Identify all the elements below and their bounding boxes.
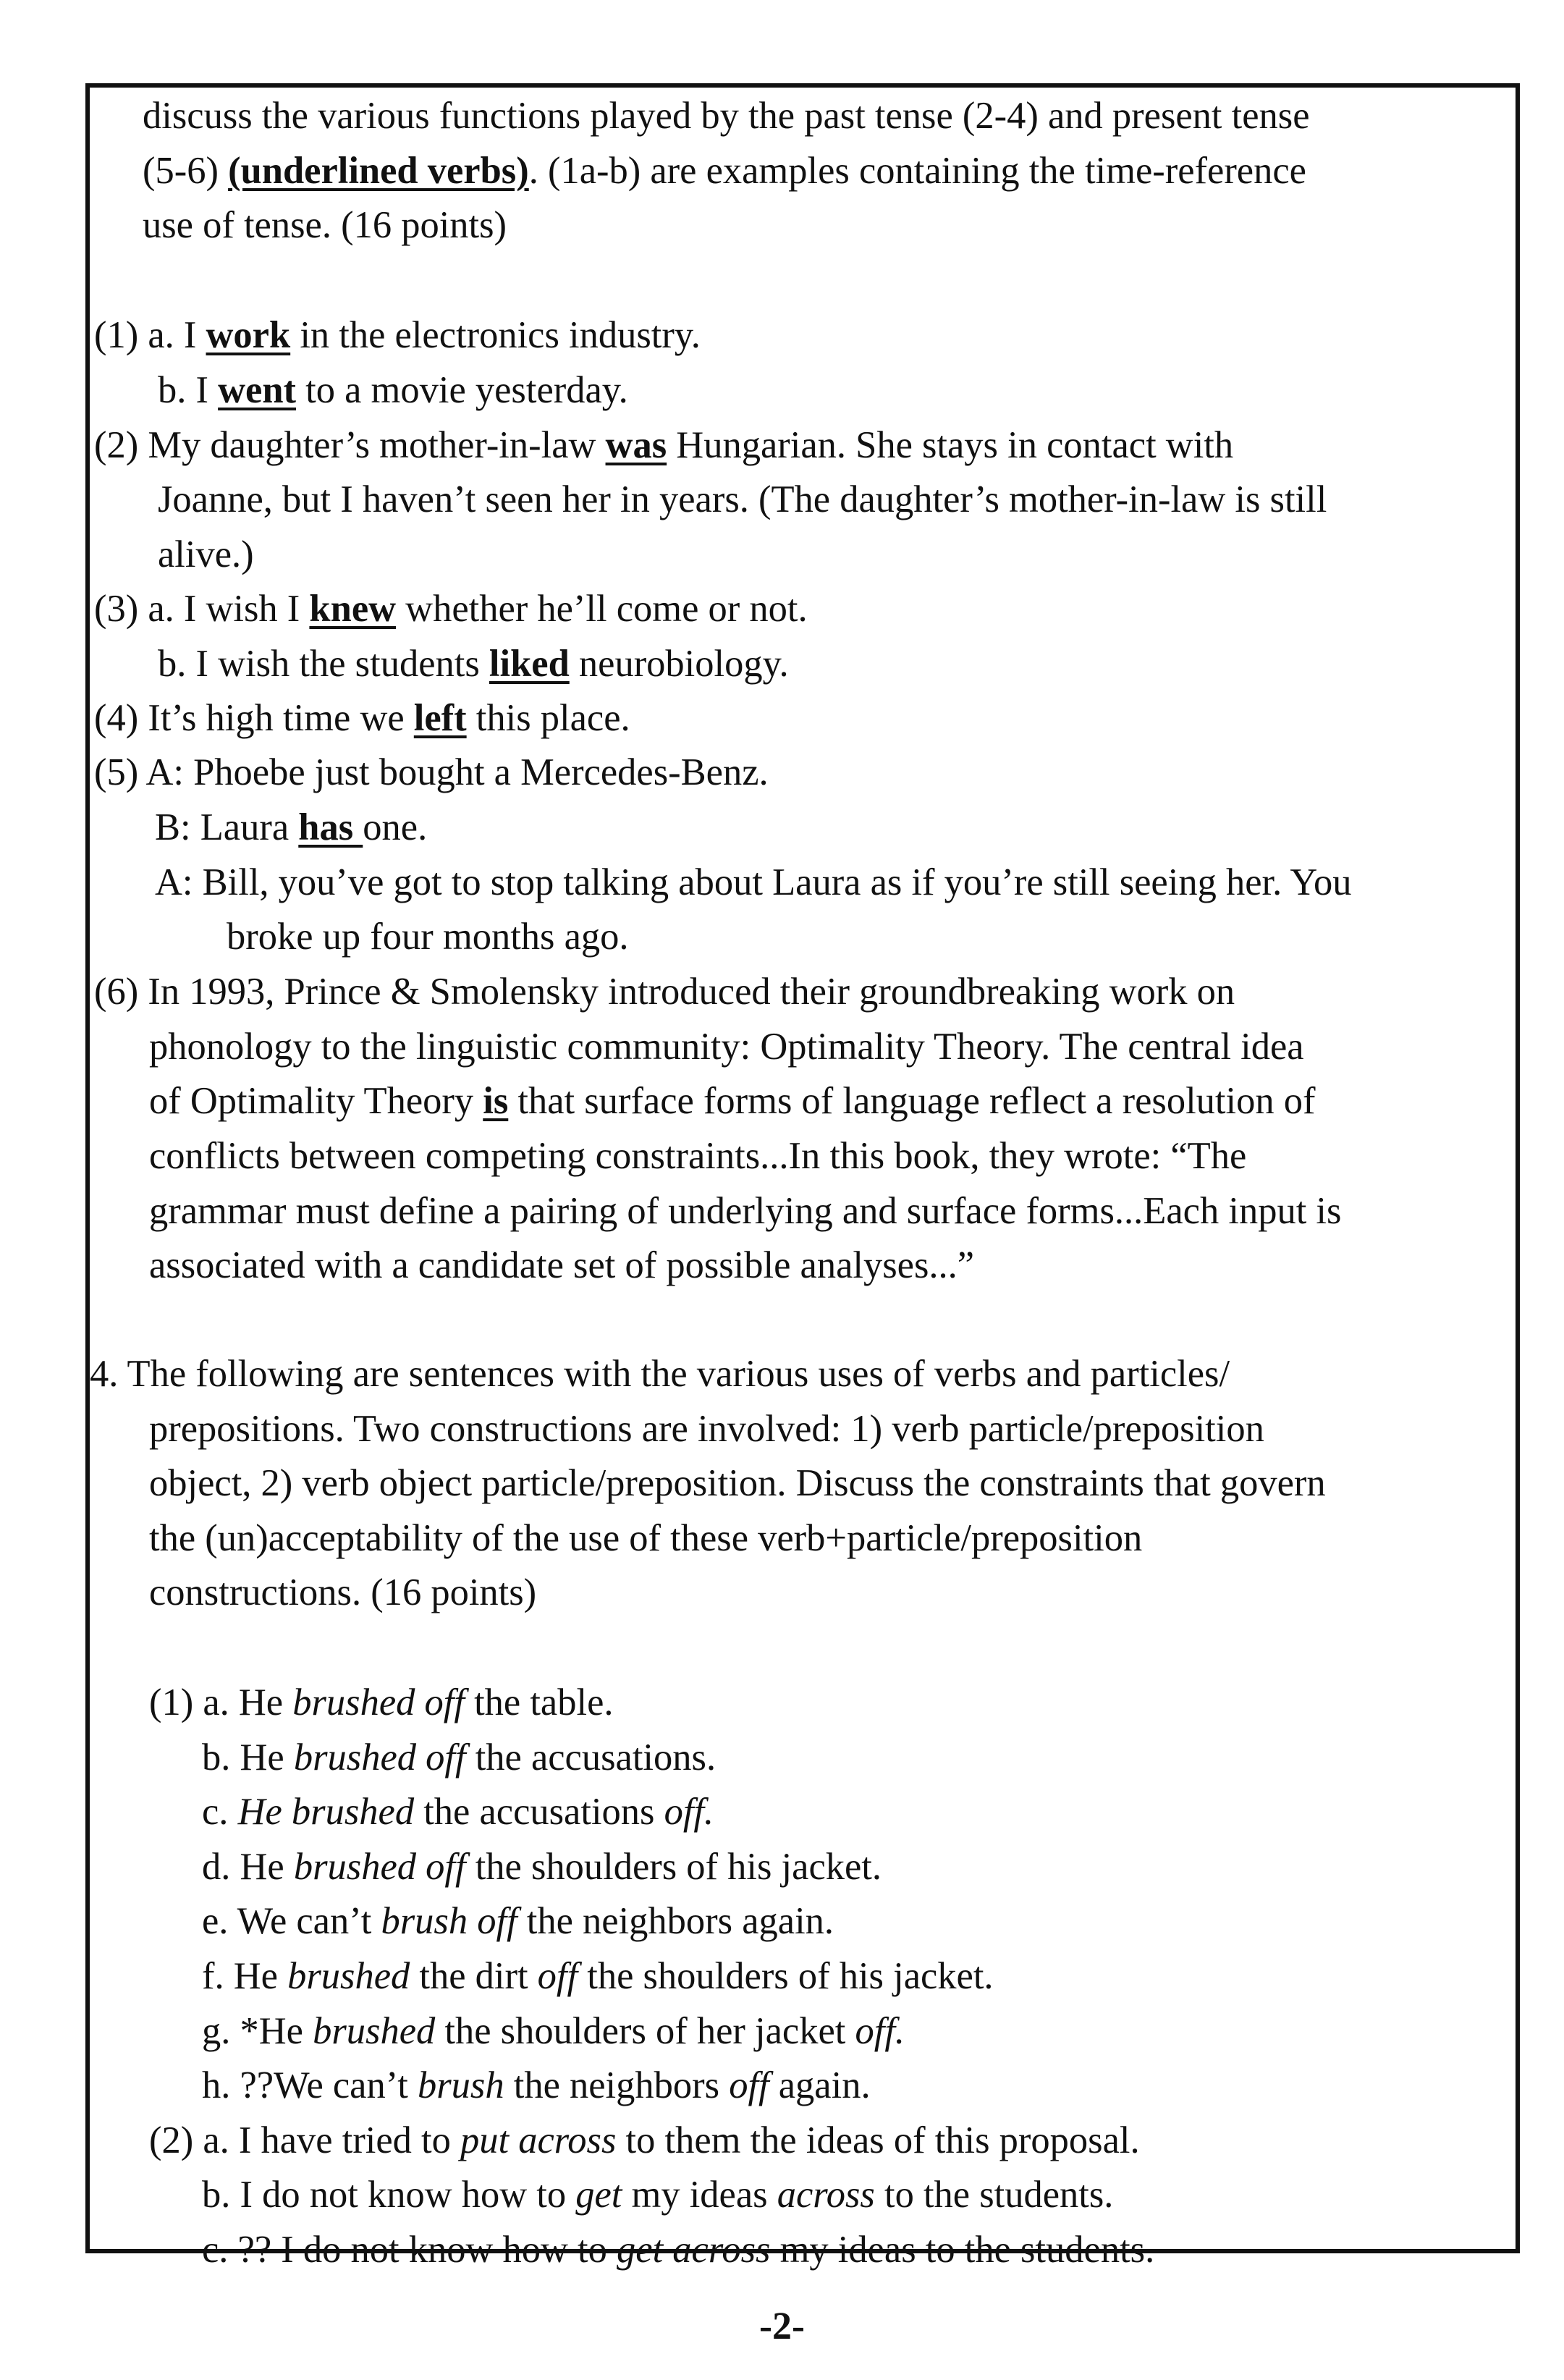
underlined-verb: work — [206, 314, 291, 356]
example-text: one. — [363, 806, 428, 848]
italic-verb: brush — [417, 2064, 504, 2106]
example-text: to a movie yesterday. — [296, 369, 628, 411]
example-text: this place. — [466, 697, 630, 739]
example-6-line-1: (6) In 1993, Prince & Smolensky introduced their groundbreaking work on — [94, 971, 1235, 1013]
underlined-verb: went — [218, 369, 297, 411]
example-5-line-4: broke up four months ago. — [227, 916, 629, 958]
example-4-1a — [149, 1681, 614, 1724]
example-text: the shoulders of her jacket — [435, 2010, 855, 2052]
example-text: (3) a. I wish I — [94, 588, 310, 630]
example-text: c. — [202, 1791, 238, 1833]
example-text: b. I wish the students — [158, 643, 489, 685]
example-text: (1) a. He — [149, 1681, 293, 1723]
example-6-line-4: conflicts between competing constraints...In this book, they wrote: “The — [149, 1135, 1247, 1177]
example-6-line-2: phonology to the linguistic community: Optimality Theory. The central idea — [149, 1026, 1304, 1068]
page-number: -2- — [759, 2304, 805, 2347]
intro-text: (5-6) — [143, 150, 229, 192]
underlined-label: (underlined verbs) — [228, 150, 529, 192]
question-4-line-3: object, 2) verb object particle/preposition. Discuss the constraints that govern — [149, 1462, 1326, 1504]
example-text: my ideas — [622, 2174, 777, 2216]
example-2-line-2: Joanne, but I haven’t seen her in years. (The daughter’s mother-in-law is still — [158, 478, 1327, 520]
italic-verb: He brushed — [237, 1791, 415, 1833]
example-text: whether he’ll come or not. — [396, 588, 808, 630]
example-4-1b — [202, 1736, 716, 1779]
question-4-line-1: 4. The following are sentences with the various uses of verbs and particles/ — [90, 1353, 1230, 1395]
example-text: my ideas to the students. — [770, 2229, 1155, 2271]
example-text: to them the ideas of this proposal. — [616, 2119, 1140, 2161]
intro-line-3: use of tense. (16 points) — [143, 204, 507, 246]
italic-particle: across — [777, 2174, 875, 2216]
example-6-line-3 — [149, 1079, 1315, 1123]
example-4-1f — [202, 1954, 994, 1998]
example-2-line-3: alive.) — [158, 533, 254, 575]
italic-verb: brushed — [287, 1955, 410, 1997]
italic-verb: brushed off — [293, 1846, 466, 1888]
example-text: d. He — [202, 1846, 294, 1888]
underlined-verb: knew — [309, 588, 397, 630]
example-text: to the students. — [874, 2174, 1114, 2216]
example-text: e. We can’t — [202, 1900, 381, 1942]
example-text: h. ??We can’t — [202, 2064, 418, 2106]
italic-verb: brush off — [381, 1900, 517, 1942]
example-4-2a — [149, 2119, 1140, 2162]
example-text: that surface forms of language reflect a resolution of — [508, 1080, 1316, 1122]
example-5-line-2 — [155, 806, 427, 849]
italic-verb: get — [575, 2174, 622, 2216]
example-6-line-6: associated with a candidate set of possible analyses...” — [149, 1244, 975, 1286]
italic-particle: off. — [855, 2010, 905, 2052]
italic-verb: brushed off — [293, 1737, 466, 1778]
question-4-line-2: prepositions. Two constructions are involved: 1) verb particle/preposition — [149, 1408, 1264, 1450]
question-4-line-4: the (un)acceptability of the use of these verb+particle/preposition — [149, 1517, 1143, 1559]
italic-particle: off — [729, 2064, 769, 2106]
underlined-verb: left — [413, 697, 467, 739]
example-text: the shoulders of his jacket. — [465, 1846, 882, 1888]
example-6-line-5: grammar must define a pairing of underlying and surface forms...Each input is — [149, 1190, 1342, 1232]
example-text: (2) My daughter’s mother-in-law — [94, 424, 606, 466]
italic-verb: get across — [617, 2229, 771, 2271]
intro-text: . (1a-b) are examples containing the time-reference — [528, 150, 1306, 192]
example-text: the neighbors — [504, 2064, 730, 2106]
example-text: b. He — [202, 1737, 294, 1778]
example-text: (1) a. I — [94, 314, 206, 356]
example-4-1g — [202, 2009, 905, 2053]
intro-line-1: discuss the various functions played by the past tense (2-4) and present tense — [143, 95, 1310, 137]
example-text: (2) a. I have tried to — [149, 2119, 461, 2161]
italic-particle: off. — [664, 1791, 714, 1833]
example-1a — [94, 313, 701, 357]
example-4-1e — [202, 1899, 834, 1943]
example-text: b. I — [158, 369, 219, 411]
example-text: c. ?? I do not know how to — [202, 2229, 617, 2271]
underlined-verb: was — [605, 424, 667, 466]
example-text: of Optimality Theory — [149, 1080, 483, 1122]
example-3b — [158, 642, 789, 685]
example-4-1h — [202, 2064, 871, 2107]
example-1b — [158, 368, 628, 412]
example-text: b. I do not know how to — [202, 2174, 576, 2216]
underlined-verb: liked — [489, 643, 570, 685]
example-text: (4) It’s high time we — [94, 697, 414, 739]
question-4-line-5: constructions. (16 points) — [149, 1571, 537, 1613]
example-5-line-3: A: Bill, you’ve got to stop talking about Laura as if you’re still seeing her. You — [155, 861, 1352, 903]
example-4-1c — [202, 1790, 714, 1833]
example-4-2b — [202, 2173, 1113, 2216]
example-4-1d — [202, 1845, 882, 1889]
example-text: the neighbors again. — [517, 1900, 834, 1942]
example-text: again. — [769, 2064, 871, 2106]
example-text: neurobiology. — [569, 643, 789, 685]
example-4 — [94, 696, 630, 740]
example-text: the shoulders of his jacket. — [578, 1955, 994, 1997]
example-text: g. *He — [202, 2010, 313, 2052]
example-text: the table. — [464, 1681, 614, 1723]
example-text: Hungarian. She stays in contact with — [667, 424, 1234, 466]
example-5-line-1: (5) A: Phoebe just bought a Mercedes-Benz. — [94, 751, 769, 793]
example-2-line-1 — [94, 423, 1233, 467]
example-text: in the electronics industry. — [290, 314, 701, 356]
underlined-verb: is — [483, 1080, 509, 1122]
example-text: f. He — [202, 1955, 288, 1997]
intro-line-2 — [143, 149, 1306, 193]
italic-verb: brushed — [313, 2010, 436, 2052]
italic-verb: put across — [460, 2119, 617, 2161]
italic-particle: off — [537, 1955, 578, 1997]
example-3a — [94, 587, 808, 630]
underlined-verb: has — [298, 806, 363, 848]
example-text: the accusations — [414, 1791, 664, 1833]
italic-verb: brushed off — [292, 1681, 465, 1723]
example-4-2c — [202, 2228, 1154, 2271]
example-text: the accusations. — [465, 1737, 717, 1778]
example-text: the dirt — [410, 1955, 538, 1997]
example-text: B: Laura — [155, 806, 299, 848]
